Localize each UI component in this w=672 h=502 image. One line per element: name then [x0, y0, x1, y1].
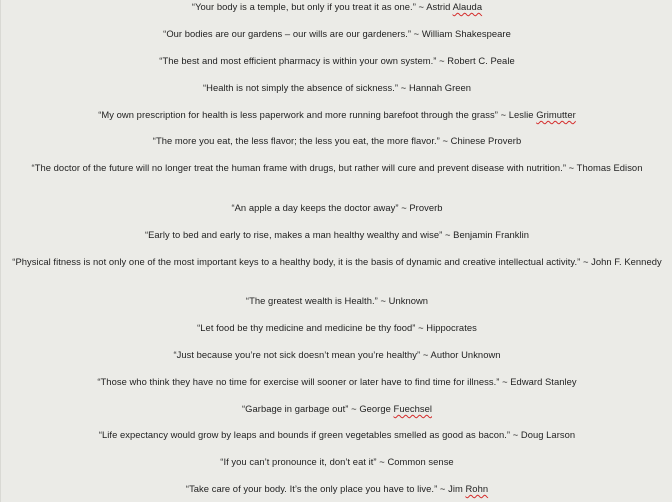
quote-author: Chinese Proverb [450, 135, 522, 146]
quote-item [9, 108, 665, 122]
spellcheck-flagged-word: Rohn [465, 483, 489, 494]
quote-text: “Our bodies are our gardens – our wills are our gardeners.” ~ [163, 28, 422, 39]
quote-text: “My own prescription for health is less paperwork and more running barefoot through the grass” ~ [98, 109, 509, 120]
quote-author: John F. Kennedy [591, 256, 662, 267]
spellcheck-flagged-word: Fuechsel [393, 403, 432, 414]
quote-text: “Health is not simply the absence of sickness.” ~ [202, 82, 409, 93]
quote-item [9, 161, 665, 175]
quote-item [9, 455, 665, 469]
quote-item [9, 348, 665, 362]
quote-author: Edward Stanley [510, 376, 577, 387]
quote-author: Proverb [409, 202, 443, 213]
spellcheck-flagged-word: Grimutter [536, 109, 576, 120]
quote-item [9, 81, 665, 95]
quote-text: “Garbage in garbage out” ~ [242, 403, 360, 414]
quote-item [9, 255, 665, 269]
quote-text: “Take care of your body. It’s the only place you have to live.” ~ [185, 483, 449, 494]
quote-author: George Fuechsel [359, 403, 432, 414]
quote-item [9, 54, 665, 68]
quote-item [9, 402, 665, 416]
quote-text: “Physical fitness is not only one of the most important keys to a healthy body, it is the basis of dynamic and creative intellectual activity.” ~ [12, 256, 592, 267]
quote-item [9, 482, 665, 496]
quote-text: “An apple a day keeps the doctor away” ~ [231, 202, 410, 213]
quote-author: Jim Rohn [448, 483, 489, 494]
quote-author: Hippocrates [426, 322, 477, 333]
quote-text: “If you can’t pronounce it, don’t eat it” ~ [220, 456, 388, 467]
quote-author: Doug Larson [520, 429, 576, 440]
quote-author: Benjamin Franklin [453, 229, 530, 240]
quote-text: “Early to bed and early to rise, makes a man healthy wealthy and wise” ~ [144, 229, 454, 240]
quote-author: Leslie Grimutter [508, 109, 576, 120]
quote-text: “The greatest wealth is Health.” ~ [245, 295, 389, 306]
quote-author: William Shakespeare [421, 28, 511, 39]
quote-item [9, 321, 665, 335]
quote-author: Thomas Edison [576, 162, 643, 173]
quote-author: Author Unknown [430, 349, 501, 360]
quote-item [9, 375, 665, 389]
quote-author: Robert C. Peale [447, 55, 515, 66]
quote-item [9, 294, 665, 308]
quote-author: Hannah Green [408, 82, 472, 93]
quote-text: “Those who think they have no time for exercise will sooner or later have to find time for illness.” ~ [97, 376, 511, 387]
quote-text: “The best and most efficient pharmacy is within your own system.” ~ [159, 55, 448, 66]
quote-author: Unknown [388, 295, 429, 306]
quote-item [9, 134, 665, 148]
quote-text: “Just because you’re not sick doesn’t mean you’re healthy” ~ [173, 349, 431, 360]
quote-text: “Your body is a temple, but only if you treat it as one.” ~ [191, 1, 427, 12]
quote-text: “Life expectancy would grow by leaps and bounds if green vegetables smelled as good as bacon.” ~ [98, 429, 521, 440]
spellcheck-flagged-word: Alauda [452, 1, 483, 12]
quote-item [9, 201, 665, 215]
quote-text: “The doctor of the future will no longer treat the human frame with drugs, but rather will cure and prevent disease with nutrition.” ~ [31, 162, 577, 173]
quote-text: “The more you eat, the less flavor; the less you eat, the more flavor.” ~ [152, 135, 451, 146]
quote-author: Astrid Alauda [426, 1, 483, 12]
quote-author: Common sense [387, 456, 454, 467]
quote-item [9, 228, 665, 242]
quote-item [9, 0, 665, 14]
quote-text: “Let food be thy medicine and medicine be thy food” ~ [197, 322, 427, 333]
quote-item [9, 428, 665, 442]
quote-item [9, 27, 665, 41]
